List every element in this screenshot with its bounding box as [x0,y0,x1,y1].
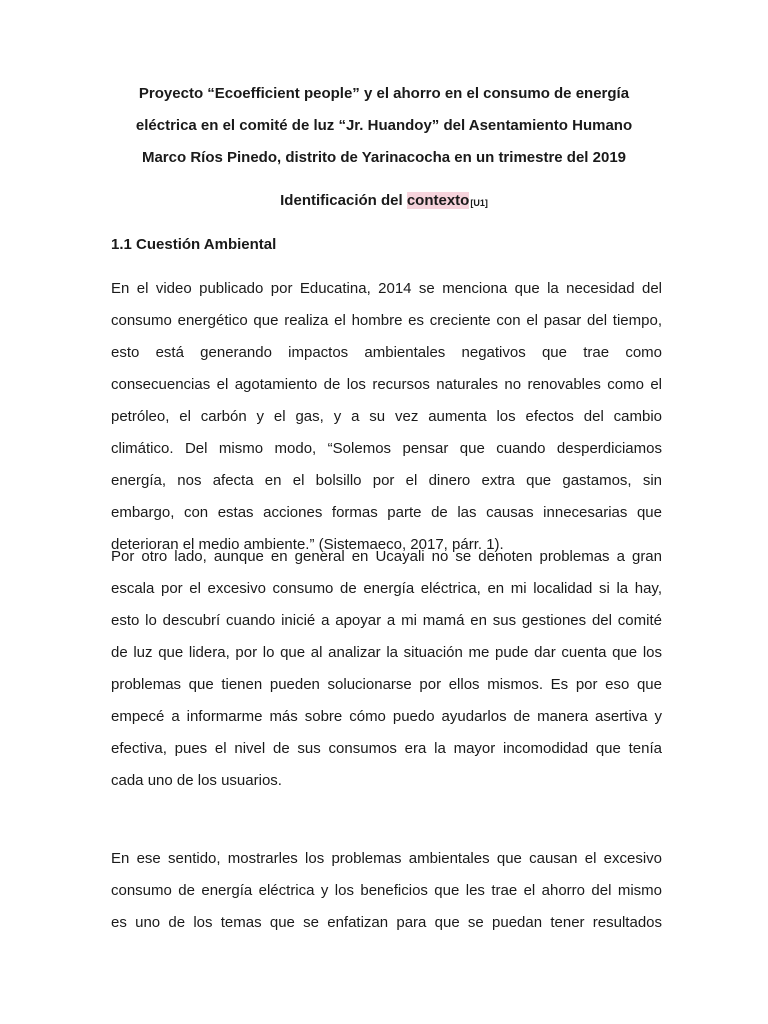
paragraph-line: embargo, con estas acciones formas parte de las causas innecesarias que [111,504,662,521]
title-line: eléctrica en el comité de luz “Jr. Huandoy” del Asentamiento Humano [135,117,633,134]
document-title [100,78,668,174]
paragraph-line: energía, nos afecta en el bolsillo por el dinero extra que gastamos, sin [111,472,662,489]
paragraph-line: consecuencias el agotamiento de los recursos naturales no renovables como el [111,376,662,393]
paragraph-line: cada uno de los usuarios. [111,772,282,789]
context-heading-prefix: Identificación del [280,192,407,209]
paragraph [111,541,662,797]
paragraph-line: petróleo, el carbón y el gas, y a su vez aumenta los efectos del cambio [111,408,662,425]
comment-marker[interactable]: [U1] [470,198,488,208]
paragraph [111,273,662,561]
paragraph-line: Por otro lado, aunque en general en Ucayali no se denoten problemas a gran [111,548,662,565]
title-line: Marco Ríos Pinedo, distrito de Yarinacocha en un trimestre del 2019 [141,149,627,166]
context-heading [100,189,668,215]
paragraph-line: En el video publicado por Educatina, 2014 se menciona que la necesidad del [111,280,662,297]
highlighted-comment-text[interactable]: contexto [406,192,470,209]
paragraph-line: En ese sentido, mostrarles los problemas ambientales que causan el excesivo [111,850,662,867]
paragraph [111,843,662,939]
paragraph-line: consumo de energía eléctrica y los beneficios que les trae el ahorro del mismo [111,882,662,899]
title-line: Proyecto “Ecoefficient people” y el ahorro en el consumo de energía [138,85,630,102]
paragraph-line: climático. Del mismo modo, “Solemos pensar que cuando desperdiciamos [111,440,662,457]
paragraph-line: efectiva, pues el nivel de sus consumos era la mayor incomodidad que tenía [111,740,662,757]
paragraph-line: es uno de los temas que se enfatizan para que se puedan tener resultados [111,914,662,931]
paragraph-line: empecé a informarme más sobre cómo puedo ayudarlos de manera asertiva y [111,708,662,725]
paragraph-line: esto está generando impactos ambientales negativos que trae como [111,344,662,361]
section-heading: 1.1 Cuestión Ambiental [111,236,277,253]
paragraph-line: escala por el excesivo consumo de energía eléctrica, en mi localidad si la hay, [111,580,662,597]
paragraph-line: problemas que tienen pueden solucionarse por ellos mismos. Es por eso que [111,676,662,693]
paragraph-line: deterioran el medio ambiente.” (Sistemaeco, 2017, párr. 1). [111,536,504,553]
paragraph-line: consumo energético que realiza el hombre es creciente con el pasar del tiempo, [111,312,662,329]
paragraph-line: de luz que lidera, por lo que al analizar la situación me pude dar cuenta que los [111,644,662,661]
paragraph-line: esto lo descubrí cuando inicié a apoyar a mi mamá en sus gestiones del comité [111,612,662,629]
